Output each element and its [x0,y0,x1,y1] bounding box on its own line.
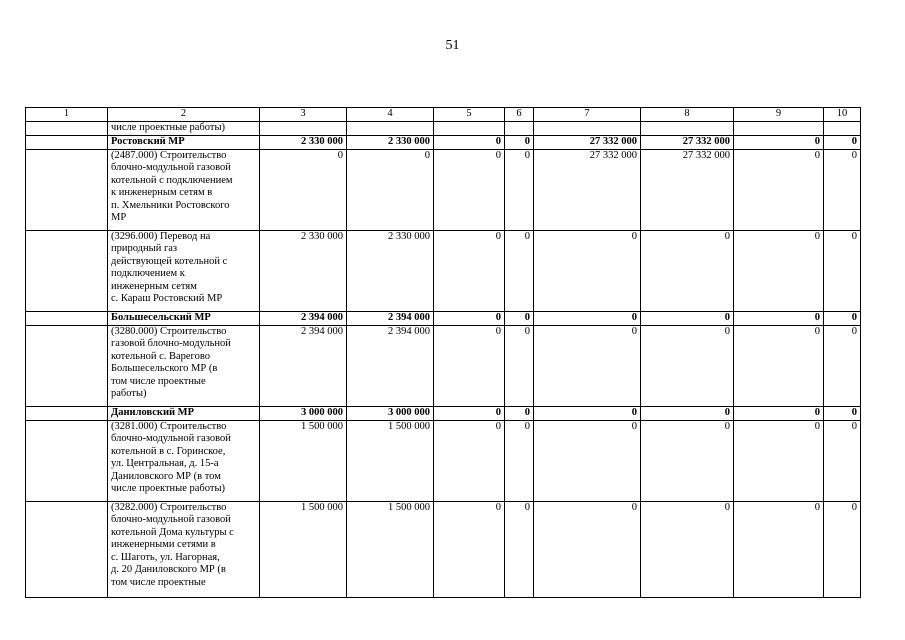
value-cell [734,121,824,135]
value-cell [347,121,434,135]
value-cell [641,121,734,135]
value-cell: 0 [641,230,734,311]
value-cell [26,420,108,501]
item-name-cell: Большесельский МР [108,311,260,325]
value-cell: 0 [824,311,861,325]
value-cell: 0 [505,311,534,325]
value-cell [505,121,534,135]
page-number: 51 [445,38,460,53]
column-header: 3 [260,108,347,122]
value-cell: 0 [534,325,641,406]
value-cell: 0 [824,135,861,149]
value-cell: 0 [734,311,824,325]
value-cell: 0 [641,311,734,325]
column-header: 4 [347,108,434,122]
column-header: 8 [641,108,734,122]
value-cell: 0 [534,311,641,325]
value-cell: 2 330 000 [260,135,347,149]
value-cell: 0 [347,149,434,230]
value-cell: 0 [505,230,534,311]
value-cell: 0 [534,501,641,597]
value-cell: 0 [641,420,734,501]
value-cell: 0 [434,135,505,149]
value-cell: 2 394 000 [260,325,347,406]
value-cell: 0 [641,325,734,406]
item-name-cell: (3282.000) Строительство блочно-модульной газовой котельной Дома культуры с инженерными сетями в с. Шаготь, ул. Нагорная, д. 20 Даниловского МР (в том числе проектные [108,501,260,597]
value-cell: 0 [505,135,534,149]
value-cell: 1 500 000 [347,501,434,597]
value-cell [26,406,108,420]
district-total-row [26,406,861,420]
value-cell: 27 332 000 [641,149,734,230]
value-cell: 0 [434,149,505,230]
value-cell: 0 [434,230,505,311]
table-row [26,420,861,501]
table-row [26,325,861,406]
value-cell: 27 332 000 [534,149,641,230]
item-name-cell: (3280.000) Строительство газовой блочно-модульной котельной с. Варегово Большесельского МР (в том числе проектные работы) [108,325,260,406]
value-cell: 0 [434,406,505,420]
value-cell: 2 330 000 [347,230,434,311]
value-cell [434,121,505,135]
value-cell: 0 [734,420,824,501]
column-header: 10 [824,108,861,122]
district-total-row [26,135,861,149]
district-total-row [26,311,861,325]
value-cell: 0 [734,149,824,230]
table-body [26,108,861,598]
value-cell: 0 [534,230,641,311]
table-row [26,121,861,135]
value-cell: 0 [824,230,861,311]
value-cell: 0 [434,420,505,501]
value-cell: 0 [734,135,824,149]
value-cell [260,121,347,135]
value-cell [534,121,641,135]
value-cell: 2 394 000 [260,311,347,325]
value-cell: 0 [734,325,824,406]
column-header: 6 [505,108,534,122]
value-cell: 0 [641,406,734,420]
value-cell: 0 [824,325,861,406]
column-header: 9 [734,108,824,122]
value-cell: 3 000 000 [260,406,347,420]
value-cell: 0 [260,149,347,230]
column-header: 7 [534,108,641,122]
column-header: 1 [26,108,108,122]
value-cell [26,311,108,325]
value-cell: 0 [824,149,861,230]
value-cell: 2 394 000 [347,325,434,406]
value-cell: 0 [434,325,505,406]
value-cell: 27 332 000 [534,135,641,149]
value-cell: 0 [434,501,505,597]
column-header: 5 [434,108,505,122]
item-name-cell: Даниловский МР [108,406,260,420]
value-cell: 0 [824,406,861,420]
value-cell: 2 394 000 [347,311,434,325]
table-row [26,149,861,230]
value-cell: 2 330 000 [347,135,434,149]
value-cell: 0 [505,325,534,406]
item-name-cell: (3296.000) Перевод на природный газ действующей котельной с подключением к инженерным сетям с. Караш Ростовский МР [108,230,260,311]
table-row [26,501,861,597]
item-name-cell: (2487.000) Строительство блочно-модульной газовой котельной с подключением к инженерным сетям в п. Хмельники Ростовского МР [108,149,260,230]
item-name-cell: числе проектные работы) [108,121,260,135]
value-cell: 0 [734,406,824,420]
table-row [26,230,861,311]
value-cell [824,121,861,135]
value-cell [26,149,108,230]
value-cell: 0 [734,501,824,597]
value-cell: 27 332 000 [641,135,734,149]
value-cell [26,121,108,135]
item-name-cell: Ростовский МР [108,135,260,149]
value-cell: 0 [505,406,534,420]
value-cell: 0 [505,149,534,230]
value-cell: 0 [641,501,734,597]
value-cell: 2 330 000 [260,230,347,311]
value-cell: 0 [534,406,641,420]
item-name-cell: (3281.000) Строительство блочно-модульной газовой котельной в с. Горинское, ул. Центральная, д. 15-а Даниловского МР (в том числе проектные работы) [108,420,260,501]
value-cell: 0 [434,311,505,325]
value-cell: 1 500 000 [260,420,347,501]
value-cell [26,230,108,311]
value-cell: 1 500 000 [260,501,347,597]
column-header: 2 [108,108,260,122]
value-cell [26,135,108,149]
value-cell [26,325,108,406]
value-cell: 0 [534,420,641,501]
value-cell [26,501,108,597]
budget-table [25,107,861,598]
value-cell: 0 [824,420,861,501]
value-cell: 0 [505,501,534,597]
value-cell: 0 [824,501,861,597]
value-cell: 1 500 000 [347,420,434,501]
value-cell: 0 [734,230,824,311]
table-header-row [26,108,861,122]
value-cell: 0 [505,420,534,501]
value-cell: 3 000 000 [347,406,434,420]
